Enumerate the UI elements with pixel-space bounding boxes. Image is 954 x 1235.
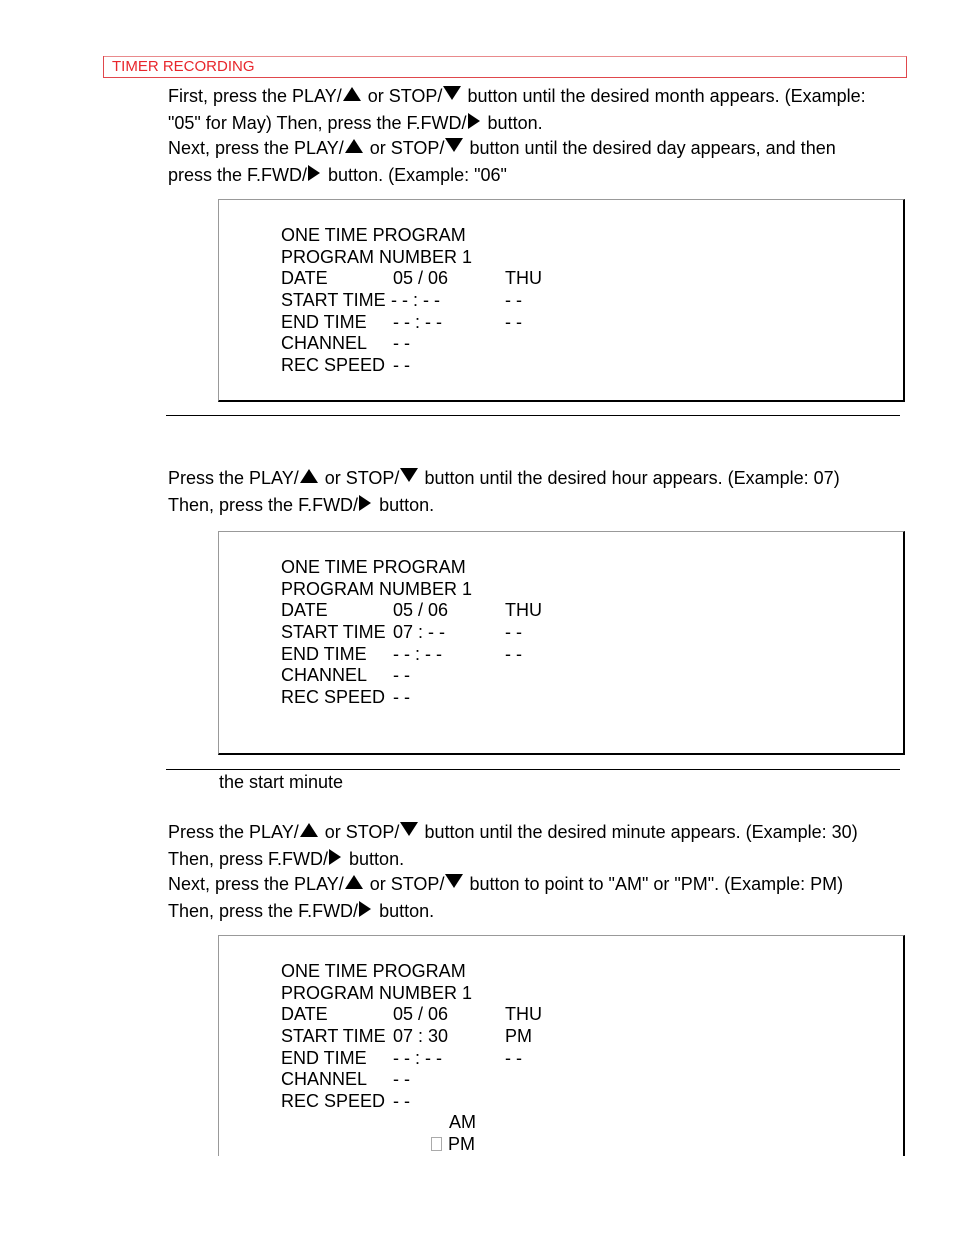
play-up-icon: [300, 469, 318, 483]
fwd-right-icon: [359, 901, 371, 917]
fwd-right-icon: [359, 495, 371, 511]
instruction-line: First, press the PLAY/ or STOP/ button until the desired month appears. (Example:: [168, 86, 866, 106]
osd-screen-hour: ONE TIME PROGRAM PROGRAM NUMBER 1 DATE 05 / 06 THU START TIME 07 : - - - - END TIME - - : - - - - CHANNEL - - REC SPEED - -: [218, 531, 905, 755]
play-up-icon: [343, 87, 361, 101]
fwd-right-icon: [308, 165, 320, 181]
instruction-line: press the F.FWD/ button. (Example: "06": [168, 165, 507, 185]
osd-screen-date: ONE TIME PROGRAM PROGRAM NUMBER 1 DATE 05 / 06 THU START TIME - - : - - - - END TIME - - : - - - - CHANNEL - - REC SPEED - -: [218, 199, 905, 402]
instructions-date: [168, 84, 908, 188]
play-up-icon: [345, 875, 363, 889]
stop-down-icon: [445, 874, 463, 888]
osd-title: ONE TIME PROGRAM: [281, 557, 466, 577]
fwd-right-icon: [329, 849, 341, 865]
section-header: [103, 56, 907, 78]
instruction-line: "05" for May) Then, press the F.FWD/ button.: [168, 113, 543, 133]
instruction-line: Then, press the F.FWD/ button.: [168, 901, 435, 921]
fwd-right-icon: [468, 113, 480, 129]
instruction-line: Then, press F.FWD/ button.: [168, 849, 405, 869]
instruction-line: Next, press the PLAY/ or STOP/ button to point to "AM" or "PM". (Example: PM): [168, 874, 844, 894]
instruction-line: Then, press the F.FWD/ button.: [168, 495, 435, 515]
osd-program-number: PROGRAM NUMBER 1: [281, 983, 473, 1003]
header-tab-mark: [103, 56, 104, 78]
stop-down-icon: [443, 86, 461, 100]
osd-program-number: PROGRAM NUMBER 1: [281, 579, 473, 599]
instruction-line: Next, press the PLAY/ or STOP/ button until the desired day appears, and then: [168, 138, 836, 158]
osd-option-am: AM: [449, 1112, 476, 1132]
osd-option-pm: PM: [431, 1133, 475, 1155]
osd-program-number: PROGRAM NUMBER 1: [281, 247, 473, 267]
play-up-icon: [300, 823, 318, 837]
osd-title: ONE TIME PROGRAM: [281, 225, 466, 245]
divider: [166, 415, 900, 416]
osd-title: ONE TIME PROGRAM: [281, 961, 466, 981]
stop-down-icon: [400, 468, 418, 482]
section-caption: the start minute: [219, 772, 344, 792]
instructions-minute: [168, 820, 908, 924]
divider: [166, 769, 900, 770]
selection-marker-icon: [431, 1137, 442, 1151]
instruction-line: Press the PLAY/ or STOP/ button until the desired minute appears. (Example: 30): [168, 822, 858, 842]
stop-down-icon: [400, 822, 418, 836]
instruction-line: Press the PLAY/ or STOP/ button until the desired hour appears. (Example: 07): [168, 468, 840, 488]
stop-down-icon: [445, 138, 463, 152]
osd-screen-minute: ONE TIME PROGRAM PROGRAM NUMBER 1 DATE 05 / 06 THU START TIME 07 : 30 PM END TIME - - : - - - - CHANNEL - - REC SPEED - - AM PM: [218, 935, 905, 1156]
instructions-hour: [168, 466, 908, 518]
section-title: TIMER RECORDING: [112, 58, 255, 75]
play-up-icon: [345, 139, 363, 153]
